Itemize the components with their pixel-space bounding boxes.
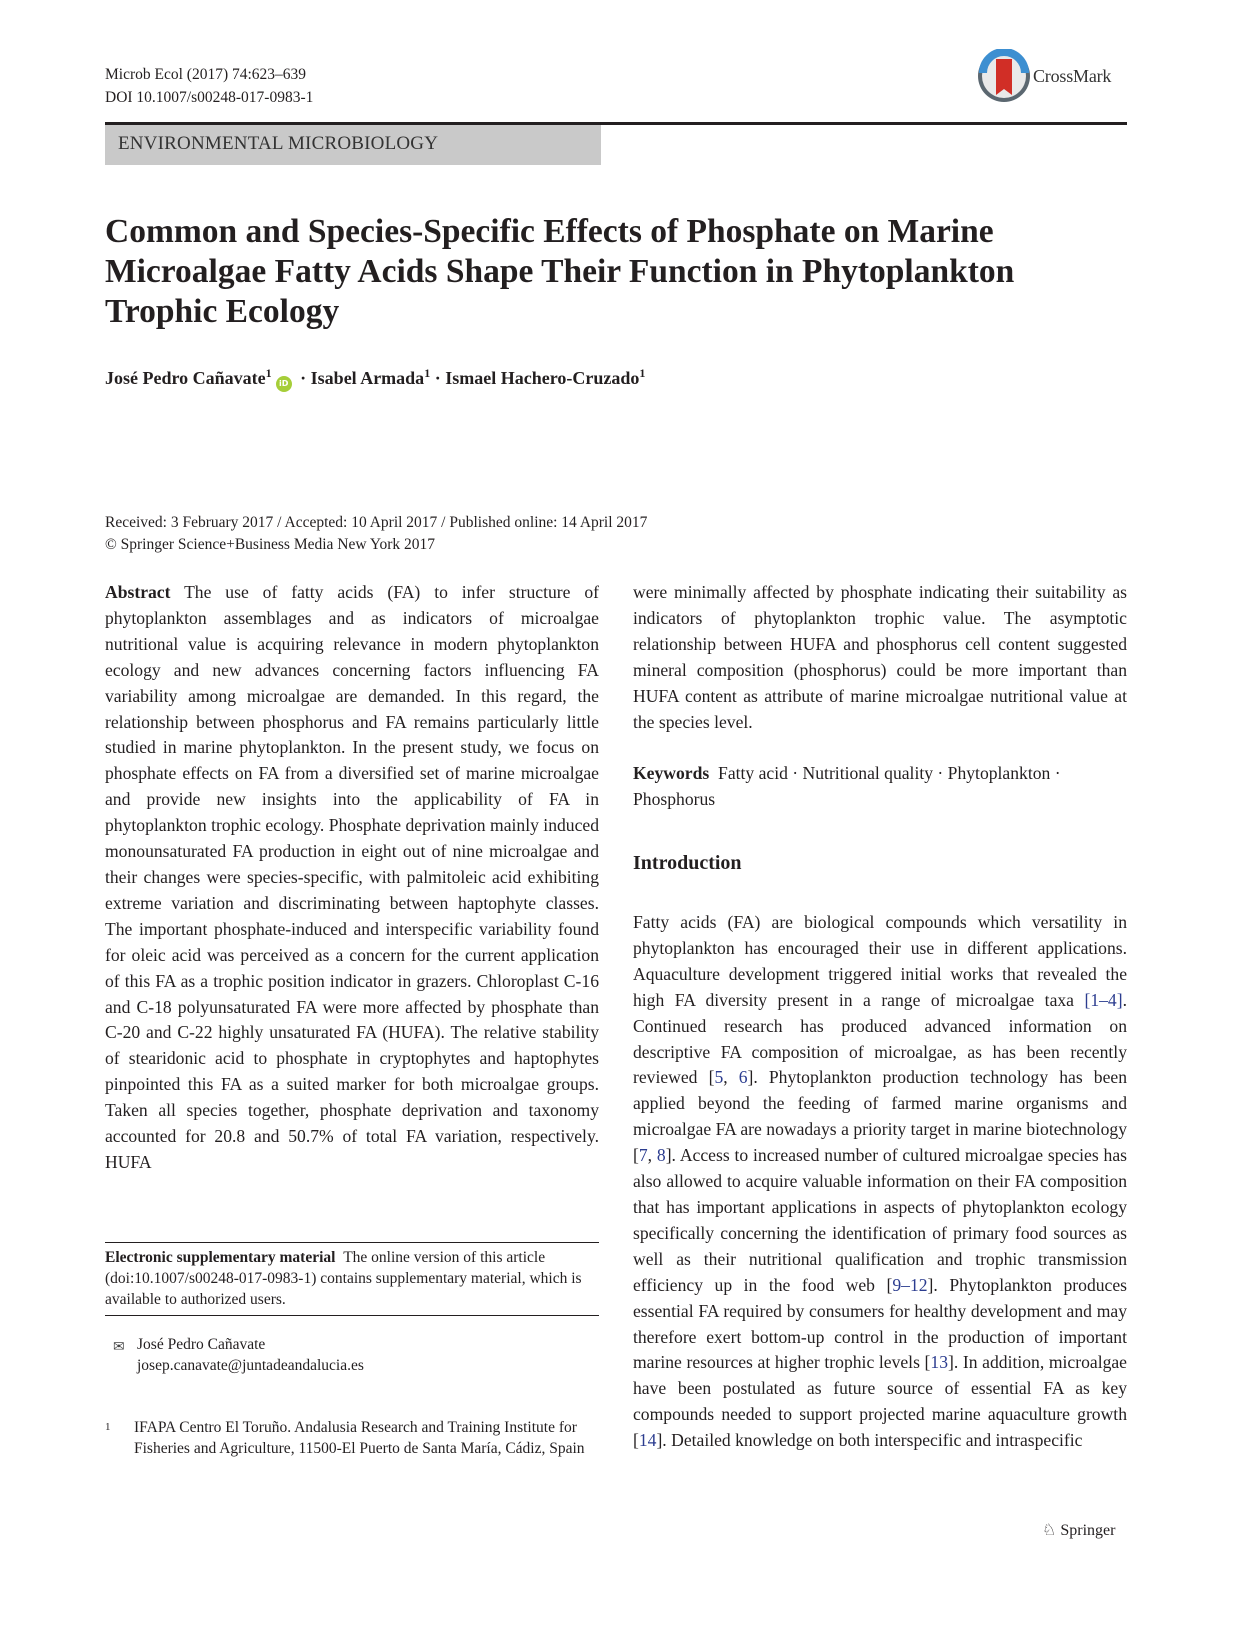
corresponding-author bbox=[105, 1334, 599, 1376]
publisher-logo bbox=[1042, 1520, 1115, 1540]
abstract bbox=[105, 580, 599, 1176]
abstract-heading: Abstract bbox=[105, 582, 171, 602]
introduction-text: , bbox=[723, 1067, 739, 1088]
citation-link[interactable]: 8 bbox=[656, 1145, 666, 1166]
abstract-text: The use of fatty acids (FA) to infer structure of phytoplankton assemblages and as indicators of microalgae nutritional value is acquiring relevance in modern phytoplankton ecology and new advances concerning factors influencing FA variability among microalgae are demanded. In this regard, the relationship between phosphorus and FA remains particularly little studied in marine phytoplankton. In the present study, we focus on phosphate effects on FA from a diversified set of marine microalgae and provide new insights into the applicability of FA in phytoplankton trophic ecology. Phosphate deprivation mainly induced monounsaturated FA production in eight out of nine microalgae and their changes were species-specific, with palmitoleic acid exhibiting extreme variation and discriminating between haptophyte classes. The important phosphate-induced and interspecific variability found for oleic acid was perceived as a concern for the current application of this FA as a trophic position indicator in grazers. Chloroplast C-16 and C-18 polyunsaturated FA were more affected by phosphate than C-20 and C-22 highly unsaturated FA (HUFA). The relative stability of stearidonic acid to phosphate in cryptophytes and haptophytes pinpointed this FA as a suited marker for both microalgae groups. Taken all species together, phosphate deprivation and taxonomy accounted for 20.8 and 50.7% of total FA variation, respectively. HUFA bbox=[105, 582, 599, 1172]
supplementary-note bbox=[105, 1242, 599, 1310]
springer-horse-icon: ♘ bbox=[1042, 1520, 1057, 1539]
article-doi: DOI 10.1007/s00248-017-0983-1 bbox=[105, 89, 314, 106]
introduction-text: . Continued research has produced advanced information on descriptive FA composition of microalgae, as has been recently reviewed [ bbox=[633, 989, 1127, 1088]
title-line: Microalgae Fatty Acids Shape Their Function in Phytoplankton bbox=[105, 253, 1015, 290]
citation-link[interactable]: 6 bbox=[738, 1067, 748, 1088]
introduction-text: , bbox=[647, 1145, 657, 1166]
citation-link[interactable]: 13 bbox=[930, 1352, 948, 1373]
abstract-continuation bbox=[633, 580, 1127, 735]
introduction-text: ]. Phytoplankton produces essential FA required by consumers for healthy development and may therefore exert bottom-up control in the production of important marine resources at higher trophic levels [ bbox=[633, 1274, 1127, 1373]
abstract-continuation-text: were minimally affected by phosphate indicating their suitability as indicators of phytoplankton trophic value. The asymptotic relationship between HUFA and phosphorus cell content suggested mineral composition (phosphorus) could be more important than HUFA content as attribute of marine microalgae nutritional value at the species level. bbox=[633, 582, 1127, 732]
introduction-text: ]. Detailed knowledge on both interspecific and intraspecific bbox=[656, 1430, 1083, 1451]
contact-name: José Pedro Cañavate bbox=[137, 1336, 266, 1353]
affiliation bbox=[105, 1417, 599, 1459]
keywords bbox=[633, 761, 1127, 813]
citation-link[interactable]: 5 bbox=[714, 1067, 724, 1088]
envelope-icon: ✉ bbox=[113, 1339, 125, 1355]
author-affiliation-mark: 1 bbox=[424, 366, 431, 380]
introduction-heading: Introduction bbox=[633, 852, 742, 874]
author-name[interactable]: José Pedro Cañavate bbox=[105, 368, 266, 388]
history-dates: Received: 3 February 2017 / Accepted: 10 April 2017 / Published online: 14 April 2017 bbox=[105, 514, 648, 531]
author-list bbox=[105, 366, 645, 392]
title-line: Trophic Ecology bbox=[105, 293, 340, 330]
keywords-text: Fatty acid · Nutritional quality · Phytoplankton · Phosphorus bbox=[633, 763, 1061, 809]
introduction-text: ]. Phytoplankton production technology has been applied beyond the feeding of farmed marine organisms and microalgae FA are nowadays a priority target in marine biotechnology [ bbox=[633, 1067, 1127, 1166]
title-line: Common and Species-Specific Effects of Phosphate on Marine bbox=[105, 213, 994, 250]
introduction-text: ]. In addition, microalgae have been postulated as future source of essential FA as key compounds needed to support projected marine aquaculture growth [ bbox=[633, 1352, 1127, 1451]
crossmark-label: CrossMark bbox=[1033, 66, 1112, 86]
keywords-heading: Keywords bbox=[633, 763, 710, 783]
introduction-paragraph bbox=[633, 910, 1127, 1454]
introduction-text: Fatty acids (FA) are biological compounds which versatility in phytoplankton has encouraged their use in different applications. Aquaculture development triggered initial works that revealed the high FA diversity present in a range of microalgae taxa bbox=[633, 912, 1127, 1010]
author-name[interactable]: Isabel Armada bbox=[310, 368, 425, 388]
section-label: ENVIRONMENTAL MICROBIOLOGY bbox=[118, 133, 439, 154]
citation-link[interactable]: 7 bbox=[638, 1145, 648, 1166]
publication-dates bbox=[105, 512, 647, 556]
contact-email[interactable]: josep.canavate@juntadeandalucia.es bbox=[137, 1357, 364, 1374]
citation-link[interactable]: 9–12 bbox=[892, 1274, 928, 1295]
article-title bbox=[105, 212, 1135, 332]
introduction-body bbox=[633, 910, 1127, 1454]
affiliation-number: 1 bbox=[105, 1421, 111, 1433]
esm-text: The online version of this article (doi:10.1007/s00248-017-0983-1) contains supplementary material, which is available to authorized users. bbox=[105, 1249, 582, 1308]
section-band bbox=[105, 125, 601, 165]
author-affiliation-mark: 1 bbox=[265, 366, 272, 380]
author-separator: · bbox=[430, 368, 446, 388]
esm-heading: Electronic supplementary material bbox=[105, 1249, 336, 1266]
author-affiliation-mark: 1 bbox=[639, 366, 646, 380]
esm-rule bbox=[105, 1242, 599, 1243]
author-separator: · bbox=[295, 368, 311, 388]
citation-link[interactable]: [1–4] bbox=[1084, 989, 1123, 1010]
introduction-text: ]. Access to increased number of cultured microalgae species has also allowed to acquire valuable information on their FA composition that has important applications in aspects of phytoplankton ecology specifically concerning the identification of primary food sources as well as their nutritional qualification and trophic transmission efficiency up in the food web [ bbox=[633, 1145, 1127, 1295]
copyright-line: © Springer Science+Business Media New York 2017 bbox=[105, 536, 436, 553]
crossmark-icon bbox=[977, 49, 1031, 103]
footnote-rule bbox=[105, 1315, 599, 1316]
affiliation-text: IFAPA Centro El Toruño. Andalusia Research and Training Institute for Fisheries and Agriculture, 11500-El Puerto de Santa María, Cádiz, Spain bbox=[134, 1419, 585, 1457]
journal-citation: Microb Ecol (2017) 74:623–639 bbox=[105, 66, 307, 83]
publisher-name: Springer bbox=[1060, 1522, 1116, 1539]
citation-link[interactable]: 14 bbox=[638, 1430, 657, 1451]
author-name[interactable]: Ismael Hachero-Cruzado bbox=[445, 368, 640, 388]
orcid-icon[interactable]: iD bbox=[276, 376, 292, 392]
crossmark-badge[interactable] bbox=[977, 49, 1137, 107]
